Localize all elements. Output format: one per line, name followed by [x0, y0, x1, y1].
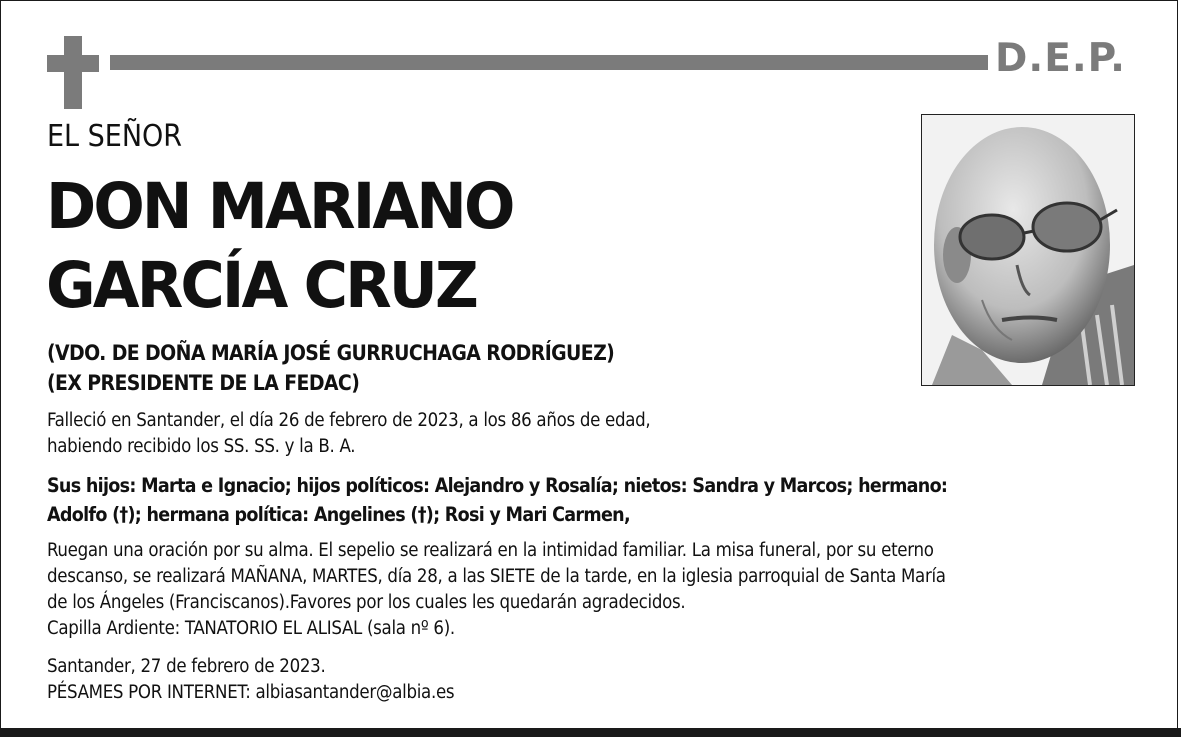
intro-label: EL SEÑOR	[47, 119, 183, 154]
deceased-name	[46, 167, 513, 325]
ceremony-line: descanso, se realizará MAÑANA, MARTES, día 28, a las SIETE de la tarde, en la iglesia parroquial de Santa María	[47, 566, 946, 587]
death-details	[47, 408, 650, 460]
closing-details	[47, 654, 454, 706]
family-line: Sus hijos: Marta e Ignacio; hijos políticos: Alejandro y Rosalía; nietos: Sandra y Marcos; hermano:	[47, 474, 948, 497]
ceremony-line: Capilla Ardiente: TANATORIO EL ALISAL (sala nº 6).	[47, 618, 455, 639]
family-list	[47, 471, 1107, 529]
subtitle-widower: (VDO. DE DOÑA MARÍA JOSÉ GURRUCHAGA RODRÍGUEZ)	[47, 341, 615, 365]
death-line: habiendo recibido los SS. SS. y la B. A.	[47, 436, 356, 457]
subtitle	[47, 338, 614, 398]
subtitle-position: (EX PRESIDENTE DE LA FEDAC)	[47, 371, 360, 395]
cross-icon-arm	[47, 55, 99, 72]
name-line-2: GARCÍA CRUZ	[46, 249, 477, 322]
ceremony-line: de los Ángeles (Franciscanos).Favores por los cuales les quedarán agradecidos.	[47, 592, 686, 613]
portrait-image	[922, 115, 1134, 385]
closing-contact: PÉSAMES POR INTERNET: albiasantander@albia.es	[47, 682, 455, 703]
closing-date: Santander, 27 de febrero de 2023.	[47, 656, 326, 677]
dep-label: D.E.P.	[995, 36, 1126, 81]
family-line: Adolfo (†); hermana política: Angelines (†); Rosi y Mari Carmen,	[47, 503, 630, 526]
deceased-photo	[921, 114, 1135, 386]
header-rule	[110, 55, 988, 70]
cross-icon	[64, 36, 82, 109]
name-line-1: DON MARIANO	[46, 170, 513, 243]
bottom-border	[0, 728, 1181, 737]
death-line: Falleció en Santander, el día 26 de febrero de 2023, a los 86 años de edad,	[47, 410, 651, 431]
ceremony-line: Ruegan una oración por su alma. El sepelio se realizará en la intimidad familiar. La misa funeral, por su eterno	[47, 540, 934, 561]
ceremony-details	[47, 538, 946, 642]
